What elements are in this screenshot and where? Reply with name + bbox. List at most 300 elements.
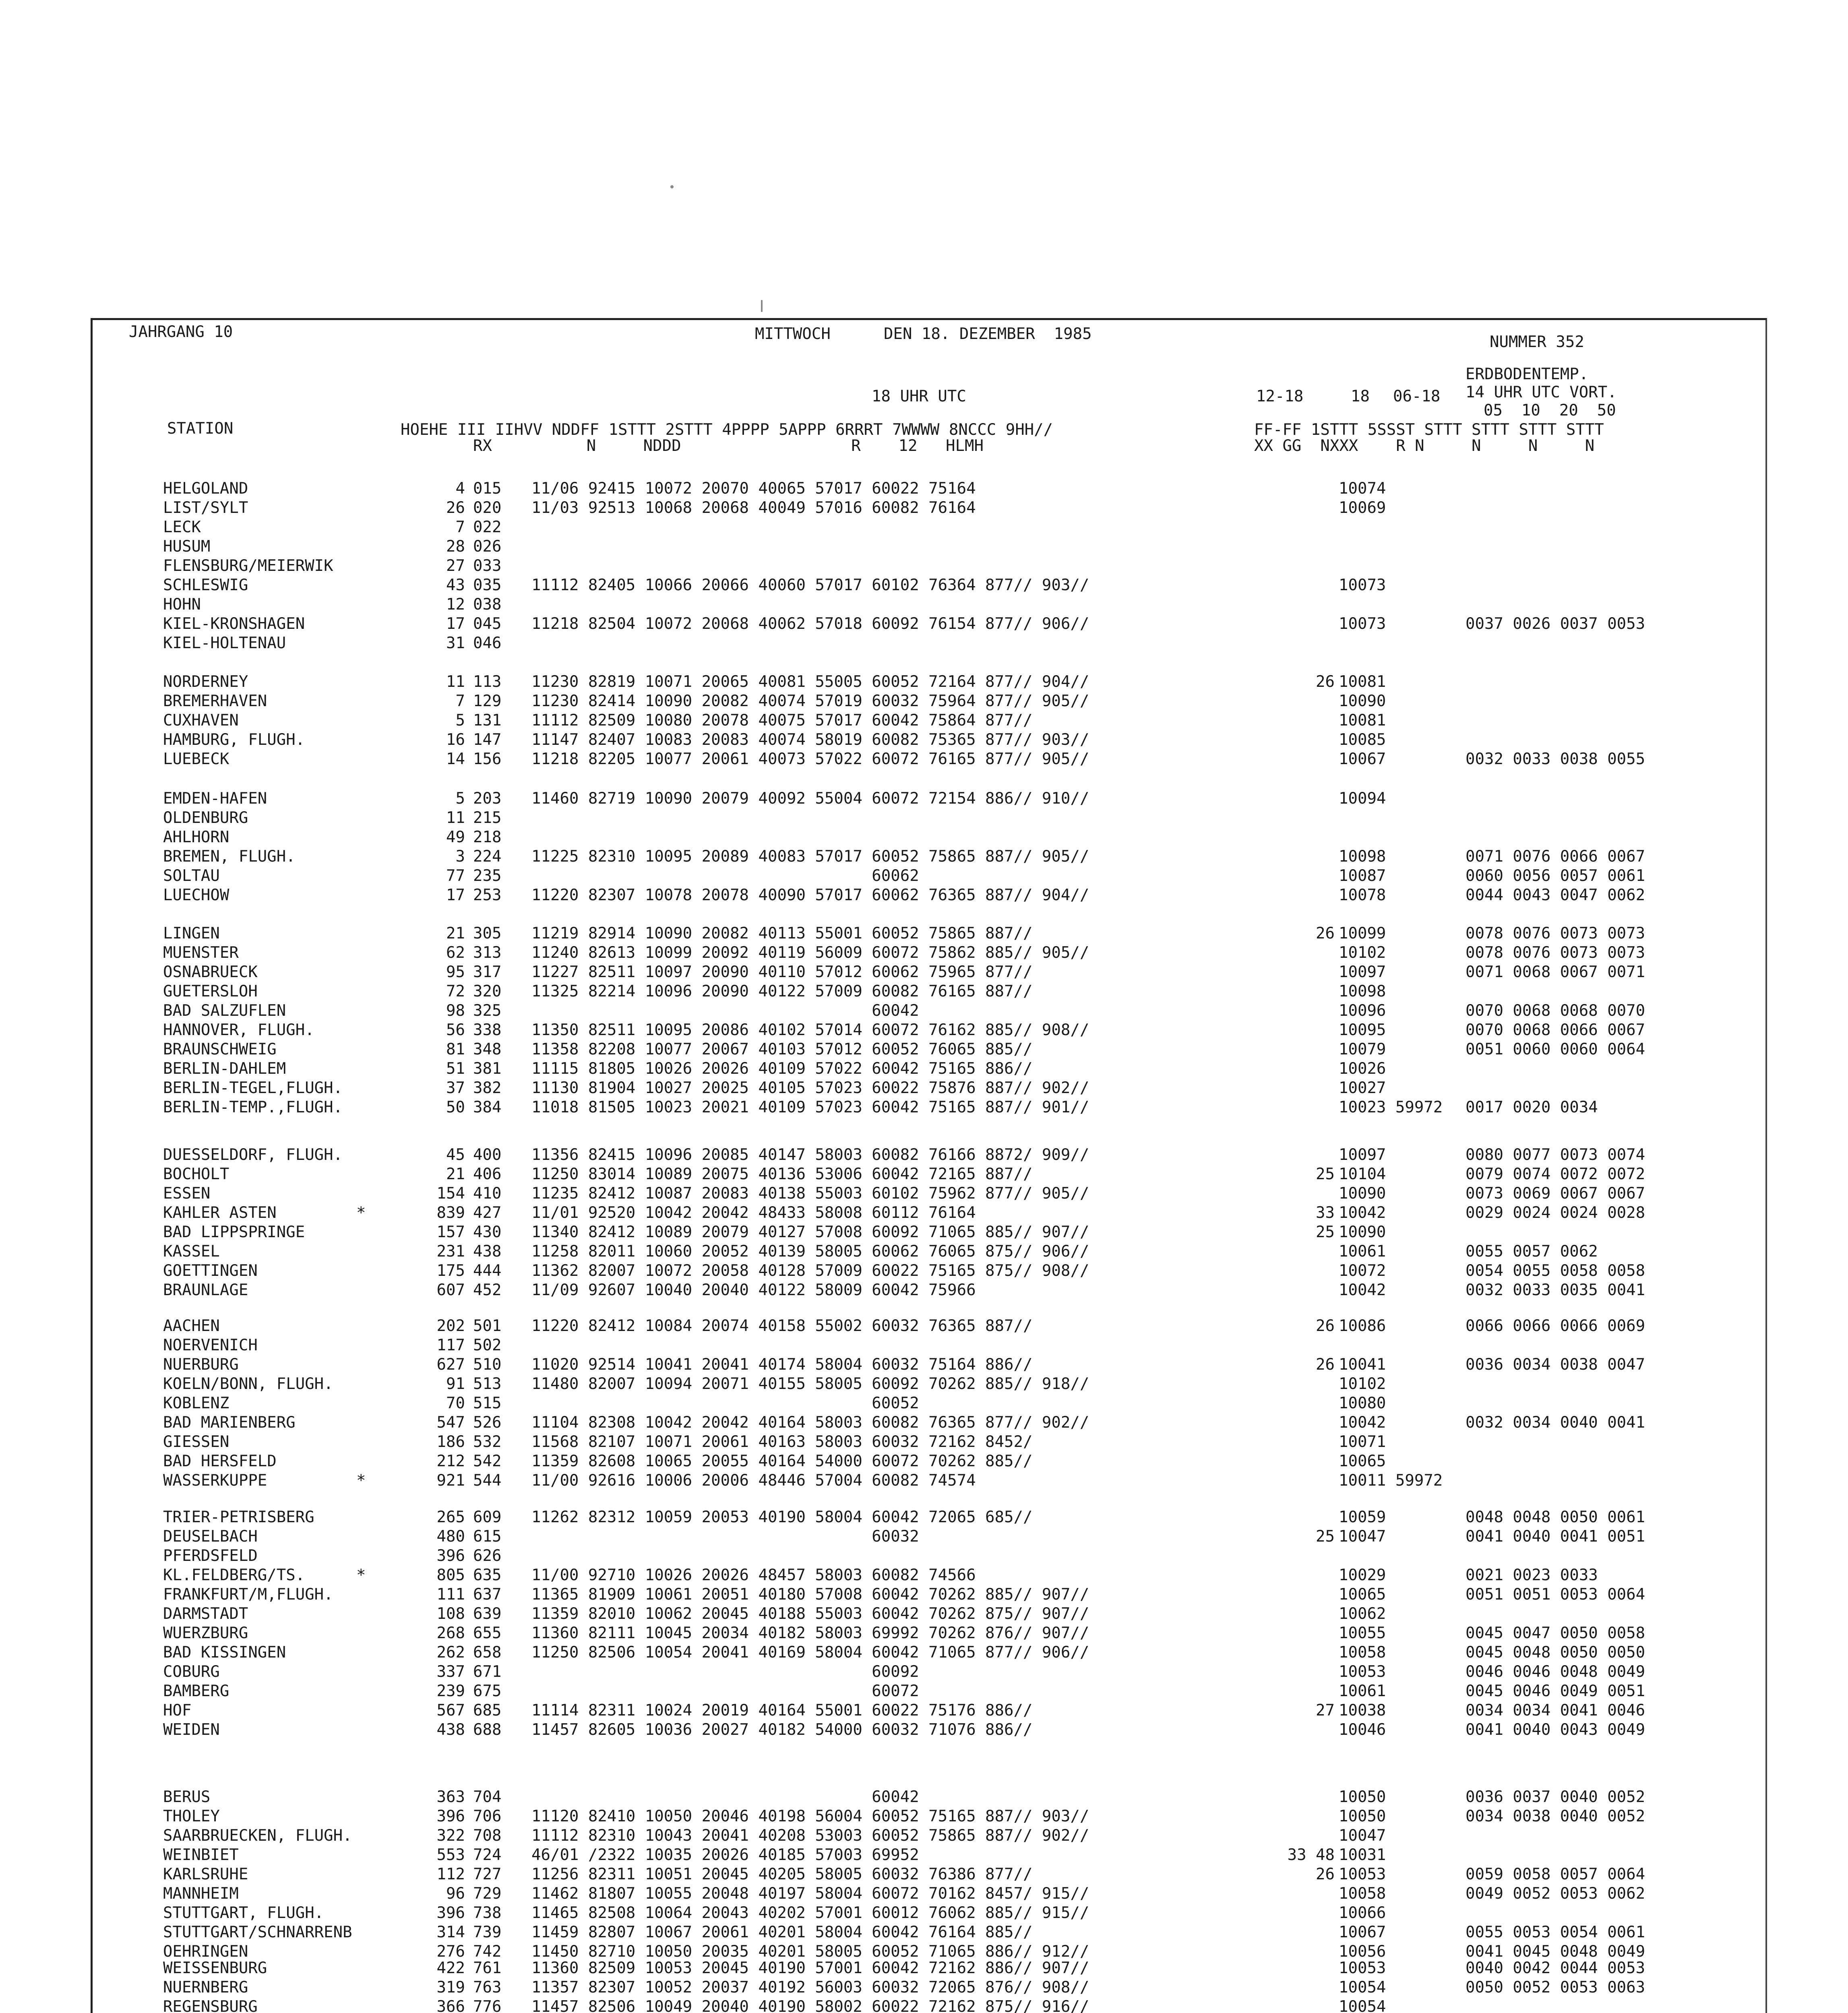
observation-codes: 11114 82311 10024 20019 40164 55001 60022 75176 886// [531, 1701, 1033, 1720]
station-name: NUERBURG [163, 1356, 239, 1374]
soil-temperatures: 0078 0076 0073 0073 [1466, 924, 1645, 942]
station-id: 688 [473, 1721, 502, 1739]
daily-extremes: 10099 [1339, 924, 1386, 942]
station-id: 215 [473, 809, 502, 827]
right-heading-row1: FF-FF 1STTT 5SSST STTT STTT STTT STTT [1254, 421, 1604, 439]
daily-extremes: 10023 59972 [1339, 1098, 1443, 1116]
observation-codes: 11340 82412 10089 20079 40127 57008 60092 71065 885// 907// [531, 1223, 1089, 1241]
mountain-marker: * [356, 1472, 366, 1490]
observation-codes: 11/01 92520 10042 20042 48433 58008 60112 76164 [531, 1204, 976, 1222]
station-id: 218 [473, 828, 502, 846]
station-id: 510 [473, 1356, 502, 1374]
station-id: 203 [473, 789, 502, 808]
observation-codes: 11450 82710 10050 20035 40201 58005 60052 71065 886// 912// [531, 1943, 1089, 1961]
observation-codes: 11358 82208 10077 20067 40103 57012 60052 76065 885// [531, 1040, 1033, 1058]
daily-extremes: 10073 [1339, 615, 1386, 633]
daily-extremes: 10055 [1339, 1624, 1386, 1642]
station-height: 5 [455, 789, 465, 808]
station-height: 553 [436, 1846, 465, 1864]
mountain-marker: * [356, 1566, 366, 1584]
station-height: 5 [455, 711, 465, 730]
station-name: BAD KISSINGEN [163, 1643, 286, 1662]
station-id: 033 [473, 557, 502, 575]
station-name: WEIDEN [163, 1721, 220, 1739]
station-height: 11 [446, 809, 465, 827]
gust-values: 25 [1316, 1527, 1335, 1546]
station-id: 727 [473, 1865, 502, 1883]
station-name: NUERNBERG [163, 1978, 248, 1996]
station-height: 202 [436, 1317, 465, 1335]
soil-temperatures: 0045 0047 0050 0058 [1466, 1624, 1645, 1642]
soil-temperatures: 0054 0055 0058 0058 [1466, 1262, 1645, 1280]
station-height: 396 [436, 1904, 465, 1922]
soil-temperatures: 0051 0051 0053 0064 [1466, 1585, 1645, 1604]
station-name: KAHLER ASTEN [163, 1204, 277, 1222]
daily-extremes: 10067 [1339, 750, 1386, 768]
daily-extremes: 10031 [1339, 1846, 1386, 1864]
station-height: 4 [455, 479, 465, 498]
gust-values: 33 48 [1287, 1846, 1335, 1864]
station-height: 45 [446, 1146, 465, 1164]
station-height: 567 [436, 1701, 465, 1720]
daily-extremes: 10053 [1339, 1959, 1386, 1977]
station-id: 706 [473, 1807, 502, 1825]
station-name: LUEBECK [163, 750, 229, 768]
observation-codes: 11020 92514 10041 20041 40174 58004 60032 75164 886// [531, 1356, 1033, 1374]
depth-heading: 05 10 20 50 [1484, 401, 1616, 420]
station-id: 438 [473, 1242, 502, 1261]
daily-extremes: 10065 [1339, 1452, 1386, 1470]
station-id: 317 [473, 963, 502, 981]
station-name: MUENSTER [163, 944, 239, 962]
station-height: 276 [436, 1943, 465, 1961]
station-id: 131 [473, 711, 502, 730]
station-height: 268 [436, 1624, 465, 1642]
station-height: 396 [436, 1807, 465, 1825]
observation-codes: 60092 [531, 1663, 919, 1681]
daily-extremes: 10042 [1339, 1281, 1386, 1299]
station-height: 26 [446, 499, 465, 517]
gust-values: 25 [1316, 1165, 1335, 1183]
gust-values: 26 [1316, 1317, 1335, 1335]
soil-temperatures: 0029 0024 0024 0028 [1466, 1204, 1645, 1222]
daily-extremes: 10056 [1339, 1943, 1386, 1961]
station-height: 72 [446, 982, 465, 1000]
observation-codes: 11230 82414 10090 20082 40074 57019 60032 75964 877// 905// [531, 692, 1089, 710]
station-id: 113 [473, 673, 502, 691]
gust-values: 26 [1316, 1356, 1335, 1374]
observation-codes: 11227 82511 10097 20090 40110 57012 60062 75965 877// [531, 963, 1033, 981]
daily-extremes: 10058 [1339, 1885, 1386, 1903]
daily-extremes: 10097 [1339, 963, 1386, 981]
station-height: 49 [446, 828, 465, 846]
station-name: OEHRINGEN [163, 1943, 248, 1961]
station-name: NOERVENICH [163, 1336, 258, 1354]
soil-temperatures: 0044 0043 0047 0062 [1466, 886, 1645, 904]
daily-extremes: 10047 [1339, 1527, 1386, 1546]
station-id: 761 [473, 1959, 502, 1977]
observation-codes: 11459 82807 10067 20061 40201 58004 60042 76164 885// [531, 1923, 1033, 1941]
station-id: 015 [473, 479, 502, 498]
observation-codes: 11350 82511 10095 20086 40102 57014 60072 76162 885// 908// [531, 1021, 1089, 1039]
observation-codes: 11230 82819 10071 20065 40081 55005 60052 72164 877// 904// [531, 673, 1089, 691]
station-name: WUERZBURG [163, 1624, 248, 1642]
station-name: DEUSELBACH [163, 1527, 258, 1546]
station-height: 96 [446, 1885, 465, 1903]
soil-temperatures: 0045 0048 0050 0050 [1466, 1643, 1645, 1662]
soil-temperatures: 0071 0076 0066 0067 [1466, 847, 1645, 866]
station-height: 81 [446, 1040, 465, 1058]
daily-extremes: 10097 [1339, 1146, 1386, 1164]
station-id: 501 [473, 1317, 502, 1335]
station-height: 77 [446, 867, 465, 885]
station-name: KOELN/BONN, FLUGH. [163, 1375, 333, 1393]
soil-temperatures: 0036 0037 0040 0052 [1466, 1788, 1645, 1806]
uhr-utc-heading: 18 UHR UTC [872, 387, 966, 405]
soil-temperatures: 0078 0076 0073 0073 [1466, 944, 1645, 962]
station-height: 921 [436, 1472, 465, 1490]
station-height: 186 [436, 1433, 465, 1451]
observation-codes: 11359 82010 10062 20045 40188 55003 60042 70262 875// 907// [531, 1605, 1089, 1623]
station-id: 038 [473, 595, 502, 614]
station-name: OSNABRUECK [163, 963, 258, 981]
observation-codes: 11225 82310 10095 20089 40083 57017 60052 75865 887// 905// [531, 847, 1089, 866]
daily-extremes: 10067 [1339, 1923, 1386, 1941]
station-id: 338 [473, 1021, 502, 1039]
station-id: 022 [473, 518, 502, 536]
soil-temperatures: 0037 0026 0037 0053 [1466, 615, 1645, 633]
station-height: 805 [436, 1566, 465, 1584]
soil-temperatures: 0071 0068 0067 0071 [1466, 963, 1645, 981]
station-height: 16 [446, 731, 465, 749]
station-name: HOHN [163, 595, 201, 614]
soil-temperatures: 0041 0045 0048 0049 [1466, 1943, 1645, 1961]
station-name: AACHEN [163, 1317, 220, 1335]
observation-codes: 11235 82412 10087 20083 40138 55003 60102 75962 877// 905// [531, 1184, 1089, 1203]
observation-codes: 11218 82205 10077 20061 40073 57022 60072 76165 877// 905// [531, 750, 1089, 768]
weekday: MITTWOCH [755, 325, 831, 343]
observation-codes: 60042 [531, 1002, 919, 1020]
observation-codes: 11/09 92607 10040 20040 40122 58009 60042 75966 [531, 1281, 976, 1299]
right-heading-row2: XX GG NXXX R N N N N [1254, 437, 1595, 455]
soil-temperatures: 0073 0069 0067 0067 [1466, 1184, 1645, 1203]
daily-extremes: 10104 [1339, 1165, 1386, 1183]
station-name: FLENSBURG/MEIERWIK [163, 557, 333, 575]
station-height: 21 [446, 924, 465, 942]
station-height: 112 [436, 1865, 465, 1883]
station-name: LUECHOW [163, 886, 229, 904]
station-height: 14 [446, 750, 465, 768]
observation-codes: 11465 82508 10064 20043 40202 57001 60012 76062 885// 915// [531, 1904, 1089, 1922]
station-name: KARLSRUHE [163, 1865, 248, 1883]
station-name: WEISSENBURG [163, 1959, 267, 1977]
station-height: 43 [446, 576, 465, 594]
station-height: 480 [436, 1527, 465, 1546]
station-name: BREMEN, FLUGH. [163, 847, 296, 866]
station-id: 325 [473, 1002, 502, 1020]
soil-temperatures: 0034 0038 0040 0052 [1466, 1807, 1645, 1825]
station-name: BERUS [163, 1788, 211, 1806]
soil-temperatures: 0034 0034 0041 0046 [1466, 1701, 1645, 1720]
station-id: 410 [473, 1184, 502, 1203]
jahrgang: JAHRGANG 10 [129, 323, 233, 341]
daily-extremes: 10081 [1339, 711, 1386, 730]
soil-temperatures: 0051 0060 0060 0064 [1466, 1040, 1645, 1058]
observation-codes: 11262 82312 10059 20053 40190 58004 60042 72065 685// [531, 1508, 1033, 1526]
station-id: 381 [473, 1060, 502, 1078]
station-id: 544 [473, 1472, 502, 1490]
station-id: 708 [473, 1827, 502, 1845]
station-name: KL.FELDBERG/TS. [163, 1566, 305, 1584]
daily-extremes: 10102 [1339, 1375, 1386, 1393]
station-id: 320 [473, 982, 502, 1000]
soil-temperatures: 0066 0066 0066 0069 [1466, 1317, 1645, 1335]
station-height: 70 [446, 1394, 465, 1412]
station-heading: STATION [167, 420, 234, 438]
station-height: 117 [436, 1336, 465, 1354]
observation-codes: 11147 82407 10083 20083 40074 58019 60082 75365 877// 903// [531, 731, 1089, 749]
daily-extremes: 10026 [1339, 1060, 1386, 1078]
station-id: 742 [473, 1943, 502, 1961]
station-id: 400 [473, 1146, 502, 1164]
daily-extremes: 10090 [1339, 692, 1386, 710]
station-id: 046 [473, 634, 502, 652]
station-id: 224 [473, 847, 502, 866]
station-id: 675 [473, 1682, 502, 1700]
station-name: COBURG [163, 1663, 220, 1681]
station-height: 3 [455, 847, 465, 866]
observation-codes: 60042 [531, 1788, 919, 1806]
observation-codes: 11115 81805 10026 20026 40109 57022 60042 75165 886// [531, 1060, 1033, 1078]
station-id: 724 [473, 1846, 502, 1864]
date: DEN 18. DEZEMBER 1985 [884, 325, 1092, 343]
station-id: 609 [473, 1508, 502, 1526]
station-id: 045 [473, 615, 502, 633]
observation-codes: 11258 82011 10060 20052 40139 58005 60062 76065 875// 906// [531, 1242, 1089, 1261]
station-name: KIEL-HOLTENAU [163, 634, 286, 652]
soil-temperatures: 0040 0042 0044 0053 [1466, 1959, 1645, 1977]
observation-codes: 11120 82410 10050 20046 40198 56004 60052 75165 887// 903// [531, 1807, 1089, 1825]
station-name: BRAUNSCHWEIG [163, 1040, 277, 1058]
gust-values: 33 [1316, 1204, 1335, 1222]
station-id: 026 [473, 537, 502, 556]
station-height: 62 [446, 944, 465, 962]
station-id: 658 [473, 1643, 502, 1662]
station-name: BERLIN-TEGEL,FLUGH. [163, 1079, 343, 1097]
station-id: 526 [473, 1414, 502, 1432]
station-name: BERLIN-DAHLEM [163, 1060, 286, 1078]
station-id: 035 [473, 576, 502, 594]
observation-codes: 11220 82412 10084 20074 40158 55002 60032 76365 887// [531, 1317, 1033, 1335]
station-name: GOETTINGEN [163, 1262, 258, 1280]
station-id: 430 [473, 1223, 502, 1241]
soil-temperatures: 0070 0068 0068 0070 [1466, 1002, 1645, 1020]
gust-values: 25 [1316, 1223, 1335, 1241]
station-id: 671 [473, 1663, 502, 1681]
gust-values: 27 [1316, 1701, 1335, 1720]
station-id: 738 [473, 1904, 502, 1922]
station-name: SOLTAU [163, 867, 220, 885]
daily-extremes: 10090 [1339, 1184, 1386, 1203]
station-name: CUXHAVEN [163, 711, 239, 730]
erdboden-subtitle: 14 UHR UTC VORT. [1466, 383, 1617, 401]
station-id: 253 [473, 886, 502, 904]
station-id: 382 [473, 1079, 502, 1097]
station-height: 31 [446, 634, 465, 652]
station-id: 763 [473, 1978, 502, 1996]
station-height: 157 [436, 1223, 465, 1241]
soil-temperatures: 0021 0023 0033 [1466, 1566, 1598, 1584]
station-height: 212 [436, 1452, 465, 1470]
daily-extremes: 10050 [1339, 1807, 1386, 1825]
range-heading: 12-18 [1256, 387, 1304, 405]
observation-codes: 60052 [531, 1394, 919, 1412]
station-name: BAD HERSFELD [163, 1452, 277, 1470]
daily-extremes: 10059 [1339, 1508, 1386, 1526]
station-id: 626 [473, 1547, 502, 1565]
daily-extremes: 10054 [1339, 1998, 1386, 2013]
soil-temperatures: 0055 0057 0062 [1466, 1242, 1598, 1261]
daily-extremes: 10065 [1339, 1585, 1386, 1604]
daily-extremes: 10027 [1339, 1079, 1386, 1097]
daily-extremes: 10073 [1339, 576, 1386, 594]
observation-codes: 11362 82007 10072 20058 40128 57009 60022 75165 875// 908// [531, 1262, 1089, 1280]
observation-codes: 11256 82311 10051 20045 40205 58005 60032 76386 877// [531, 1865, 1033, 1883]
observation-codes: 11112 82405 10066 20066 40060 57017 60102 76364 877// 903// [531, 576, 1089, 594]
station-name: BERLIN-TEMP.,FLUGH. [163, 1098, 343, 1116]
soil-temperatures: 0080 0077 0073 0074 [1466, 1146, 1645, 1164]
station-name: ESSEN [163, 1184, 211, 1203]
station-id: 515 [473, 1394, 502, 1412]
observation-codes: 60072 [531, 1682, 919, 1700]
station-height: 422 [436, 1959, 465, 1977]
daily-extremes: 10029 [1339, 1566, 1386, 1584]
daily-extremes: 10053 [1339, 1663, 1386, 1681]
station-height: 98 [446, 1002, 465, 1020]
observation-codes: 11460 82719 10090 20079 40092 55004 60072 72154 886// 910// [531, 789, 1089, 808]
observation-codes: 11250 82506 10054 20041 40169 58004 60042 71065 877// 906// [531, 1643, 1089, 1662]
station-name: KIEL-KRONSHAGEN [163, 615, 305, 633]
station-name: HOF [163, 1701, 192, 1720]
station-name: BRAUNLAGE [163, 1281, 248, 1299]
station-name: HUSUM [163, 537, 211, 556]
station-name: GUETERSLOH [163, 982, 258, 1000]
observation-codes: 11220 82307 10078 20078 40090 57017 60062 76365 887// 904// [531, 886, 1089, 904]
station-height: 17 [446, 615, 465, 633]
station-name: NORDERNEY [163, 673, 248, 691]
station-id: 729 [473, 1885, 502, 1903]
station-height: 314 [436, 1923, 465, 1941]
daily-extremes: 10047 [1339, 1827, 1386, 1845]
station-id: 776 [473, 1998, 502, 2013]
daily-extremes: 10102 [1339, 944, 1386, 962]
station-height: 91 [446, 1375, 465, 1393]
observation-codes: 46/01 /2322 10035 20026 40185 57003 69952 [531, 1846, 919, 1864]
station-height: 627 [436, 1356, 465, 1374]
station-name: STUTTGART/SCHNARRENB [163, 1923, 352, 1941]
station-id: 235 [473, 867, 502, 885]
station-height: 438 [436, 1721, 465, 1739]
station-name: MANNHEIM [163, 1885, 239, 1903]
station-id: 313 [473, 944, 502, 962]
station-id: 637 [473, 1585, 502, 1604]
daily-extremes: 10066 [1339, 1904, 1386, 1922]
station-height: 17 [446, 886, 465, 904]
station-id: 156 [473, 750, 502, 768]
station-id: 020 [473, 499, 502, 517]
soil-temperatures: 0032 0033 0035 0041 [1466, 1281, 1645, 1299]
daily-extremes: 10061 [1339, 1242, 1386, 1261]
soil-temperatures: 0055 0053 0054 0061 [1466, 1923, 1645, 1941]
station-height: 108 [436, 1605, 465, 1623]
soil-temperatures: 0048 0048 0050 0061 [1466, 1508, 1645, 1526]
station-height: 366 [436, 1998, 465, 2013]
scan-speck [670, 185, 674, 188]
observation-codes: 11325 82214 10096 20090 40122 57009 60082 76165 887// [531, 982, 1033, 1000]
daily-extremes: 10011 59972 [1339, 1472, 1443, 1490]
daily-extremes: 10046 [1339, 1721, 1386, 1739]
station-id: 348 [473, 1040, 502, 1058]
daily-extremes: 10086 [1339, 1317, 1386, 1335]
station-id: 305 [473, 924, 502, 942]
station-id: 532 [473, 1433, 502, 1451]
station-height: 7 [455, 692, 465, 710]
station-height: 12 [446, 595, 465, 614]
observation-codes: 60032 [531, 1527, 919, 1546]
daily-extremes: 10096 [1339, 1002, 1386, 1020]
station-name: EMDEN-HAFEN [163, 789, 267, 808]
daily-extremes: 10071 [1339, 1433, 1386, 1451]
station-height: 265 [436, 1508, 465, 1526]
erdboden-title: ERDBODENTEMP. [1466, 365, 1589, 383]
mountain-marker: * [356, 1204, 366, 1222]
station-id: 615 [473, 1527, 502, 1546]
daily-extremes: 10098 [1339, 982, 1386, 1000]
station-name: GIESSEN [163, 1433, 229, 1451]
station-name: FRANKFURT/M,FLUGH. [163, 1585, 333, 1604]
daily-extremes: 10090 [1339, 1223, 1386, 1241]
daily-extremes: 10085 [1339, 731, 1386, 749]
station-height: 154 [436, 1184, 465, 1203]
station-id: 147 [473, 731, 502, 749]
daily-extremes: 10094 [1339, 789, 1386, 808]
station-height: 111 [436, 1585, 465, 1604]
soil-temperatures: 0049 0052 0053 0062 [1466, 1885, 1645, 1903]
daily-extremes: 10050 [1339, 1788, 1386, 1806]
daily-extremes: 10061 [1339, 1682, 1386, 1700]
station-height: 37 [446, 1079, 465, 1097]
daily-extremes: 10080 [1339, 1394, 1386, 1412]
soil-temperatures: 0041 0040 0041 0051 [1466, 1527, 1645, 1546]
station-name: LIST/SYLT [163, 499, 248, 517]
gust-values: 26 [1316, 924, 1335, 942]
soil-temperatures: 0045 0046 0049 0051 [1466, 1682, 1645, 1700]
soil-temperatures: 0060 0056 0057 0061 [1466, 867, 1645, 885]
station-id: 639 [473, 1605, 502, 1623]
observation-codes: 11360 82111 10045 20034 40182 58003 69992 70262 876// 907// [531, 1624, 1089, 1642]
station-id: 704 [473, 1788, 502, 1806]
station-height: 51 [446, 1060, 465, 1078]
daily-extremes: 10062 [1339, 1605, 1386, 1623]
soil-temperatures: 0059 0058 0057 0064 [1466, 1865, 1645, 1883]
observation-codes: 11104 82308 10042 20042 40164 58003 60082 76365 877// 902// [531, 1414, 1089, 1432]
observation-codes: 11018 81505 10023 20021 40109 57023 60042 75165 887// 901// [531, 1098, 1089, 1116]
station-height: 839 [436, 1204, 465, 1222]
station-name: THOLEY [163, 1807, 220, 1825]
scan-speck [761, 300, 763, 312]
daily-extremes: 10038 [1339, 1701, 1386, 1720]
station-id: 513 [473, 1375, 502, 1393]
